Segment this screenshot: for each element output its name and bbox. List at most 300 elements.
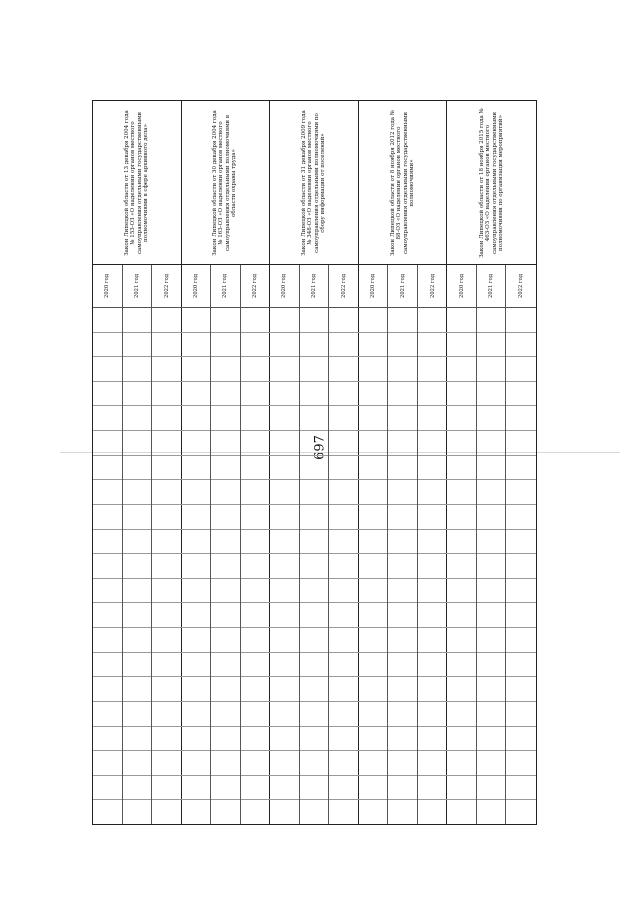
table-cell [123,701,152,727]
table-cell [506,750,536,776]
table-cell [388,775,417,801]
table-cell [477,553,506,579]
table-cell [477,750,506,776]
table-cell [182,578,211,604]
table-cell [93,479,122,505]
table-cell [152,430,182,456]
table-cell [388,602,417,628]
table-cell [418,332,448,358]
table-cell [270,430,299,456]
table-cell [418,627,448,653]
table-cell [447,775,476,801]
table-cell [241,381,271,407]
table-cell [447,381,476,407]
table-cell [300,750,329,776]
year-column [359,265,389,824]
table-cell [388,405,417,431]
table-cell [93,332,122,358]
table-cell [123,430,152,456]
table-cell [418,307,448,333]
table-cell [477,602,506,628]
table-cell [447,676,476,702]
table-cell [93,701,122,727]
law-title: Закон Липецкой области от 18 ноября 2015 года № 463-ОЗ «О наделении органов местного самоуправления отдельными государственными полномочиями по организации мероприятий» [478,107,505,258]
table-cell [447,455,476,481]
table-cell [388,726,417,752]
table-cell [329,627,359,653]
table-cell [270,332,299,358]
law-column [182,101,271,824]
table-cell [300,799,329,825]
table-cell [388,799,417,825]
table-cell [300,504,329,530]
table-cell [182,430,211,456]
table-cell [270,553,299,579]
table-cell [447,430,476,456]
table-cell [418,578,448,604]
table-cell [300,578,329,604]
table-cell [329,578,359,604]
table-cell [241,553,271,579]
table-cell [447,504,476,530]
table-cell [93,356,122,382]
table-cell [270,775,299,801]
table-cell [211,332,240,358]
table-cell [270,381,299,407]
table-cell [447,652,476,678]
column-header [447,101,536,265]
table-cell [506,652,536,678]
table-cell [270,479,299,505]
year-column [182,265,212,824]
table-cell [329,775,359,801]
table-cell [388,332,417,358]
table-cell [270,356,299,382]
table-cell [152,332,182,358]
year-header: 2021 год [123,265,152,308]
table-cell [447,726,476,752]
table-cell [477,652,506,678]
table-cell [211,405,240,431]
year-header: 2020 год [270,265,299,308]
table-cell [447,332,476,358]
table-cell [359,405,388,431]
table-cell [93,799,122,825]
table-cell [506,578,536,604]
table-cell [359,307,388,333]
table-cell [93,578,122,604]
table-cell [418,405,448,431]
table-cell [300,676,329,702]
table-cell [418,455,448,481]
table-cell [329,504,359,530]
table-cell [447,627,476,653]
table-cell [418,504,448,530]
table-cell [359,479,388,505]
law-column [93,101,182,824]
table-cell [359,332,388,358]
table-cell [152,652,182,678]
table-cell [123,553,152,579]
table-cell [506,799,536,825]
table-cell [359,356,388,382]
table-cell [241,578,271,604]
table-cell [241,504,271,530]
table-cell [241,529,271,555]
table-cell [418,381,448,407]
column-header [182,101,270,265]
table-cell [359,726,388,752]
table-cell [182,455,211,481]
table-cell [477,455,506,481]
table-cell [93,652,122,678]
table-cell [152,750,182,776]
table-cell [359,652,388,678]
table-cell [123,726,152,752]
table-cell [270,529,299,555]
year-header: 2022 год [329,265,359,308]
table-cell [182,307,211,333]
table-cell [182,701,211,727]
table-cell [182,652,211,678]
year-column [300,265,330,824]
law-column [359,101,448,824]
table-cell [359,381,388,407]
table-cell [152,307,182,333]
table-cell [241,356,271,382]
table-cell [300,726,329,752]
table-cell [300,455,329,481]
table-cell [241,701,271,727]
table-cell [506,332,536,358]
table-cell [477,356,506,382]
table-cell [241,627,271,653]
year-header: 2020 год [182,265,211,308]
table-cell [300,307,329,333]
table-cell [329,529,359,555]
table-cell [270,799,299,825]
table-cell [447,799,476,825]
table-cell [270,602,299,628]
table-cell [300,602,329,628]
table-cell [388,307,417,333]
column-header [359,101,447,265]
table-cell [93,775,122,801]
table-cell [123,578,152,604]
table-cell [477,504,506,530]
table-cell [211,701,240,727]
table-cell [477,775,506,801]
table-cell [418,701,448,727]
table-cell [300,430,329,456]
table-cell [93,405,122,431]
table-cell [329,652,359,678]
table-cell [182,553,211,579]
table-cell [506,775,536,801]
table-cell [329,381,359,407]
year-header: 2022 год [152,265,182,308]
table-cell [506,307,536,333]
table-cell [388,356,417,382]
table-cell [152,529,182,555]
table-cell [447,553,476,579]
table-cell [152,775,182,801]
table-cell [123,676,152,702]
table-cell [477,627,506,653]
year-header: 2021 год [477,265,506,308]
table-cell [300,775,329,801]
table-cell [241,430,271,456]
table-cell [447,529,476,555]
table-cell [300,479,329,505]
table-cell [359,602,388,628]
table-cell [123,799,152,825]
table-cell [329,799,359,825]
table-cell [123,356,152,382]
year-column [418,265,448,824]
table-cell [329,405,359,431]
table-cell [329,676,359,702]
table-cell [359,775,388,801]
table-cell [93,504,122,530]
table-cell [152,504,182,530]
table-cell [418,356,448,382]
table-cell [93,602,122,628]
table-cell [506,726,536,752]
law-column [447,101,536,824]
table-cell [123,652,152,678]
table-cell [329,356,359,382]
table-cell [211,578,240,604]
table-cell [418,799,448,825]
table-cell [329,479,359,505]
year-header: 2022 год [241,265,271,308]
year-header: 2022 год [506,265,536,308]
year-header: 2022 год [418,265,448,308]
table-cell [477,578,506,604]
table-cell [477,332,506,358]
table-cell [418,529,448,555]
table-cell [388,676,417,702]
table-cell [152,701,182,727]
table-cell [359,430,388,456]
table-cell [152,676,182,702]
table-cell [241,602,271,628]
table-cell [93,529,122,555]
table-cell [388,529,417,555]
table-cell [388,479,417,505]
table-cell [329,726,359,752]
table-cell [447,750,476,776]
table-cell [447,578,476,604]
table-cell [182,381,211,407]
table-cell [211,799,240,825]
year-column [93,265,123,824]
table-cell [329,430,359,456]
table-cell [182,332,211,358]
table-cell [388,455,417,481]
table-cell [211,381,240,407]
table-cell [329,332,359,358]
table-cell [506,553,536,579]
table-cell [241,775,271,801]
table-cell [447,479,476,505]
table-cell [300,381,329,407]
table-cell [388,504,417,530]
table-cell [300,627,329,653]
column-header [93,101,181,265]
table-cell [211,479,240,505]
table-cell [123,529,152,555]
table-cell [329,750,359,776]
table-cell [211,455,240,481]
column-header [270,101,358,265]
table-cell [152,726,182,752]
table-cell [152,578,182,604]
table-cell [123,479,152,505]
table-cell [418,652,448,678]
table-cell [93,726,122,752]
table-cell [388,750,417,776]
year-column [388,265,418,824]
table-cell [211,356,240,382]
table-cell [300,701,329,727]
table-cell [123,455,152,481]
table-cell [447,602,476,628]
table-cell [359,750,388,776]
table-cell [241,307,271,333]
table-cell [506,381,536,407]
year-column [270,265,300,824]
table-cell [418,430,448,456]
table-cell [447,307,476,333]
table-cell [329,455,359,481]
table-cell [270,652,299,678]
table-cell [477,307,506,333]
table-cell [241,652,271,678]
table-cell [123,627,152,653]
table-cell [506,430,536,456]
year-column [211,265,241,824]
table-cell [477,529,506,555]
table-cell [506,356,536,382]
table-cell [152,553,182,579]
table-cell [418,750,448,776]
table-cell [300,405,329,431]
table-cell [359,701,388,727]
table-cell [359,529,388,555]
table-cell [182,676,211,702]
year-column [477,265,507,824]
table-cell [241,479,271,505]
page-number: 697 [312,435,328,460]
table-cell [418,479,448,505]
table-cell [152,602,182,628]
table-cell [182,479,211,505]
table-cell [123,602,152,628]
table-cell [388,381,417,407]
table-cell [477,701,506,727]
table-cell [123,504,152,530]
table-cell [211,750,240,776]
table-cell [359,553,388,579]
table-cell [418,602,448,628]
table-cell [359,627,388,653]
table-cell [211,529,240,555]
table-cell [152,455,182,481]
law-title: Закон Липецкой области от 8 ноября 2012 года № 88-ОЗ «О наделении органов местного самоуправления отдельными государственными полномочиями» [389,109,415,256]
table-cell [211,553,240,579]
table-cell [329,602,359,628]
table-cell [93,307,122,333]
table-cell [270,750,299,776]
table-cell [388,652,417,678]
data-table [92,100,537,825]
table-cell [211,430,240,456]
table-cell [211,504,240,530]
table-cell [359,676,388,702]
table-cell [123,307,152,333]
table-cell [93,627,122,653]
year-column [447,265,477,824]
table-cell [329,701,359,727]
table-cell [477,799,506,825]
table-cell [182,602,211,628]
table-cell [182,627,211,653]
table-cell [93,455,122,481]
table-cell [388,430,417,456]
table-cell [506,676,536,702]
table-cell [93,553,122,579]
table-cell [211,676,240,702]
table-cell [211,652,240,678]
table-cell [388,578,417,604]
table-cell [359,799,388,825]
table-cell [241,332,271,358]
table-cell [388,553,417,579]
year-column [152,265,182,824]
table-cell [477,726,506,752]
table-cell [182,529,211,555]
year-header: 2021 год [211,265,240,308]
table-cell [93,430,122,456]
table-cell [359,504,388,530]
table-cell [123,405,152,431]
table-cell [329,307,359,333]
table-cell [93,750,122,776]
table-cell [182,356,211,382]
law-title: Закон Липецкой области от 13 декабря 2004 года № 153-ОЗ «О наделении органов местного самоуправления отдельными государственными полномочиями в сфере архивного дела» [123,109,150,256]
table-cell [300,652,329,678]
table-cell [270,405,299,431]
table-cell [447,405,476,431]
year-header: 2020 год [359,265,388,308]
table-cell [241,455,271,481]
year-header: 2020 год [93,265,122,308]
table-cell [506,504,536,530]
table-cell [506,455,536,481]
table-cell [182,405,211,431]
year-header: 2021 год [300,265,329,308]
table-cell [182,726,211,752]
table-cell [506,405,536,431]
table-cell [418,676,448,702]
table-cell [477,676,506,702]
year-column [241,265,271,824]
table-cell [388,701,417,727]
table-cell [211,775,240,801]
table-cell [241,676,271,702]
